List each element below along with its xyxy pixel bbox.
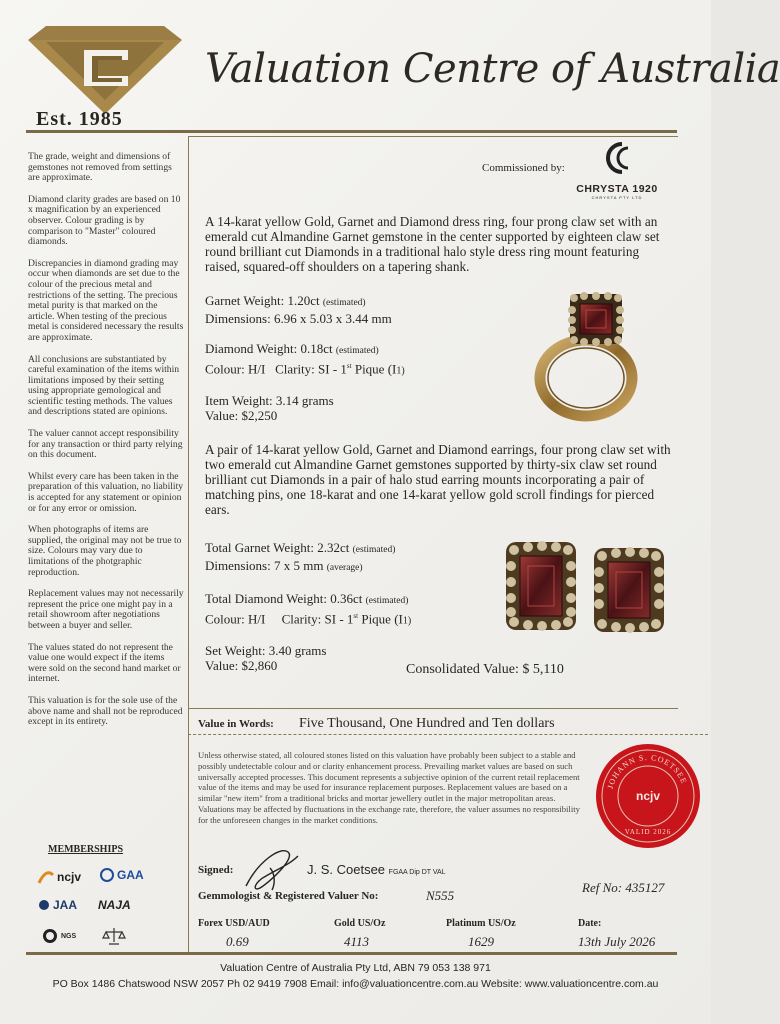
- earrings-specs: Total Garnet Weight: 2.32ct (estimated) Dimensions: 7 x 5 mm (average) Total Diamond Weight: 0.36ct (estimated) Colour: H/I Clarity: SI - 1st Pique (I1) Set Weight: 3.40 grams Value: $2,860: [205, 540, 412, 674]
- ngs-logo: NGS: [42, 928, 76, 944]
- client-subname: CHRYSTA PTY LTD: [591, 195, 643, 200]
- note: This valuation is for the sole use of the above name and shall not be reproduced except in its entirety.: [28, 694, 183, 728]
- ring-specs: Garnet Weight: 1.20ct (estimated) Dimensions: 6.96 x 5.03 x 3.44 mm Diamond Weight: 0.18ct (estimated) Colour: H/I Clarity: SI - 1st Pique (I1) Item Weight: 3.14 grams Value: $2,250: [205, 293, 405, 424]
- page-title: Valuation Centre of Australia: [205, 46, 780, 92]
- note: Whilst every care has been taken in the preparation of this valuation, no liability is accepted for any statement or opinion or for any error or omission.: [28, 470, 184, 514]
- vca-logo-icon: [26, 24, 184, 116]
- right-earring: [594, 547, 664, 633]
- note: The values stated do not represent the value one would expect if the items were sold on the second hand market or internet.: [28, 641, 181, 685]
- ngs-icon: [42, 928, 58, 944]
- scales-icon: [102, 926, 126, 946]
- dashed-divider: [188, 734, 708, 735]
- footer-rule: [26, 952, 677, 955]
- ring-description: A 14-karat yellow Gold, Garnet and Diamond dress ring, four prong claw set with an emerald cut Almandine Garnet gemstone in the center supported by eighteen claw set round brilliant cut Diamonds in a traditional halo style dress ring mount featuring raised, squared-off shoulders on a tapering shank.: [205, 214, 660, 274]
- header-rule: [26, 130, 677, 133]
- date-value: 13th July 2026: [578, 934, 656, 949]
- client-name: CHRYSTA 1920: [576, 183, 658, 195]
- note: Discrepancies in diamond grading may occur when diamonds are set due to the colour of the precious metal and restrictions of the setting. The precious metal purity is that marked on the article. When testing of the precious metal is considered necessary the results are approximate.: [28, 257, 184, 343]
- note: When photographs of items are supplied, the original may not be true to size. Colours may vary due to limitations of the photgraphic reproduction.: [28, 524, 182, 578]
- note: Diamond clarity grades are based on 10 x magnification by an experienced observer. Colour grading is by comparison to "Master" coloured diamonds.: [28, 193, 181, 248]
- date-label: Date:: [578, 918, 602, 929]
- note: Replacement values may not necessarily represent the price one might pay in a retail showroom after negotiations between a buyer and seller.: [28, 588, 184, 631]
- words-rule: [188, 708, 678, 709]
- reference-number: Ref No: 435127: [582, 880, 665, 895]
- platinum-value: 1629: [468, 934, 494, 949]
- jaa-logo: JAA: [38, 898, 77, 912]
- established-label: Est. 1985: [36, 108, 123, 130]
- note: All conclusions are substantiated by careful examination of the items within limitations imposed by their setting using appropriate gemological and scientific testing methods. The values and descriptions stated are opinions.: [28, 353, 180, 418]
- terms-notes: [28, 152, 184, 739]
- forex-value: 0.69: [226, 934, 249, 949]
- column-divider: [188, 136, 189, 952]
- platinum-label: Platinum US/Oz: [446, 918, 516, 929]
- signed-label: Signed:: [198, 864, 234, 876]
- gold-label: Gold US/Oz: [334, 918, 386, 929]
- seal-center-text: ncjv: [635, 789, 661, 803]
- seal-ring-text: JOHANN S. COETSEE: [605, 752, 689, 790]
- gaa-icon: [100, 868, 114, 882]
- ring-photo: [528, 286, 654, 426]
- header-rule-thin: [188, 136, 678, 137]
- company-line: Valuation Centre of Australia Pty Ltd, ABN 79 053 138 971: [220, 962, 491, 974]
- left-earring: [506, 541, 576, 631]
- valuer-number: N555: [426, 888, 455, 903]
- value-in-words-label: Value in Words:: [198, 718, 274, 730]
- earrings-description: A pair of 14-karat yellow Gold, Garnet and Diamond earrings, four prong claw set with two emerald cut Almandine Garnet gemstones supported by thirty-six claw set round brilliant cut Diamonds in a pair of halo stud earring mounts incorporating a pair of matching pins, one 18-karat and one 14-karat yellow gold scroll findings for pierced ears.: [205, 442, 671, 517]
- valuer-name: J. S. Coetsee FGAA Dip DT VAL: [307, 862, 446, 877]
- earrings-photo: [502, 538, 674, 634]
- signature-mark: [240, 842, 304, 896]
- client-monogram-icon: [572, 140, 662, 180]
- disclaimer-text: Unless otherwise stated, all coloured stones listed on this valuation have probably been subject to a stable and possibly undetectable colour and or clarity enhancement process. Prevailing market values are based on such universally accepted processes. This document represents a subjective opinion of the current retail replacement value of the items and may be used for insurance replacement purposes. Replacement values are based on a similar "new item" from a traditional bricks and mortar jewellery outlet in the major metropolitan areas. Valuations may be affected by fluctuations in the exchange rate, therefore, the valuer assumes no responsibility for the unforeseen changes in the market conditions.: [198, 750, 580, 825]
- contact-line: PO Box 1486 Chatswood NSW 2057 Ph 02 9419 7908 Email: info@valuationcentre.com.au Website: www.valuationcentre.com.au: [52, 978, 659, 990]
- seal-bottom-text: VALID 2026: [624, 828, 672, 836]
- gaa-logo: GAA: [100, 868, 144, 882]
- ncjv-icon: [38, 870, 54, 884]
- naja-logo: NAJA: [98, 898, 131, 912]
- valuer-number-label: Gemmologist & Registered Valuer No:: [198, 890, 379, 902]
- ncjv-logo: ncjv: [38, 870, 81, 884]
- memberships-heading: MEMBERSHIPS: [48, 844, 124, 855]
- value-in-words: Five Thousand, One Hundred and Ten dollars: [299, 716, 555, 731]
- wax-seal-icon: [594, 742, 702, 850]
- commissioned-label: Commissioned by:: [482, 162, 565, 174]
- gold-value: 4113: [344, 934, 370, 949]
- consolidated-value: Consolidated Value: $ 5,110: [406, 662, 564, 677]
- forex-label: Forex USD/AUD: [198, 918, 270, 929]
- jaa-icon: [38, 899, 50, 911]
- note: The valuer cannot accept responsibility for any transaction or third party relying on this document.: [28, 428, 183, 461]
- institute-logo: [102, 926, 126, 946]
- note: The grade, weight and dimensions of gemstones not removed from settings are approximate.: [28, 151, 172, 184]
- client-logo: [572, 140, 662, 200]
